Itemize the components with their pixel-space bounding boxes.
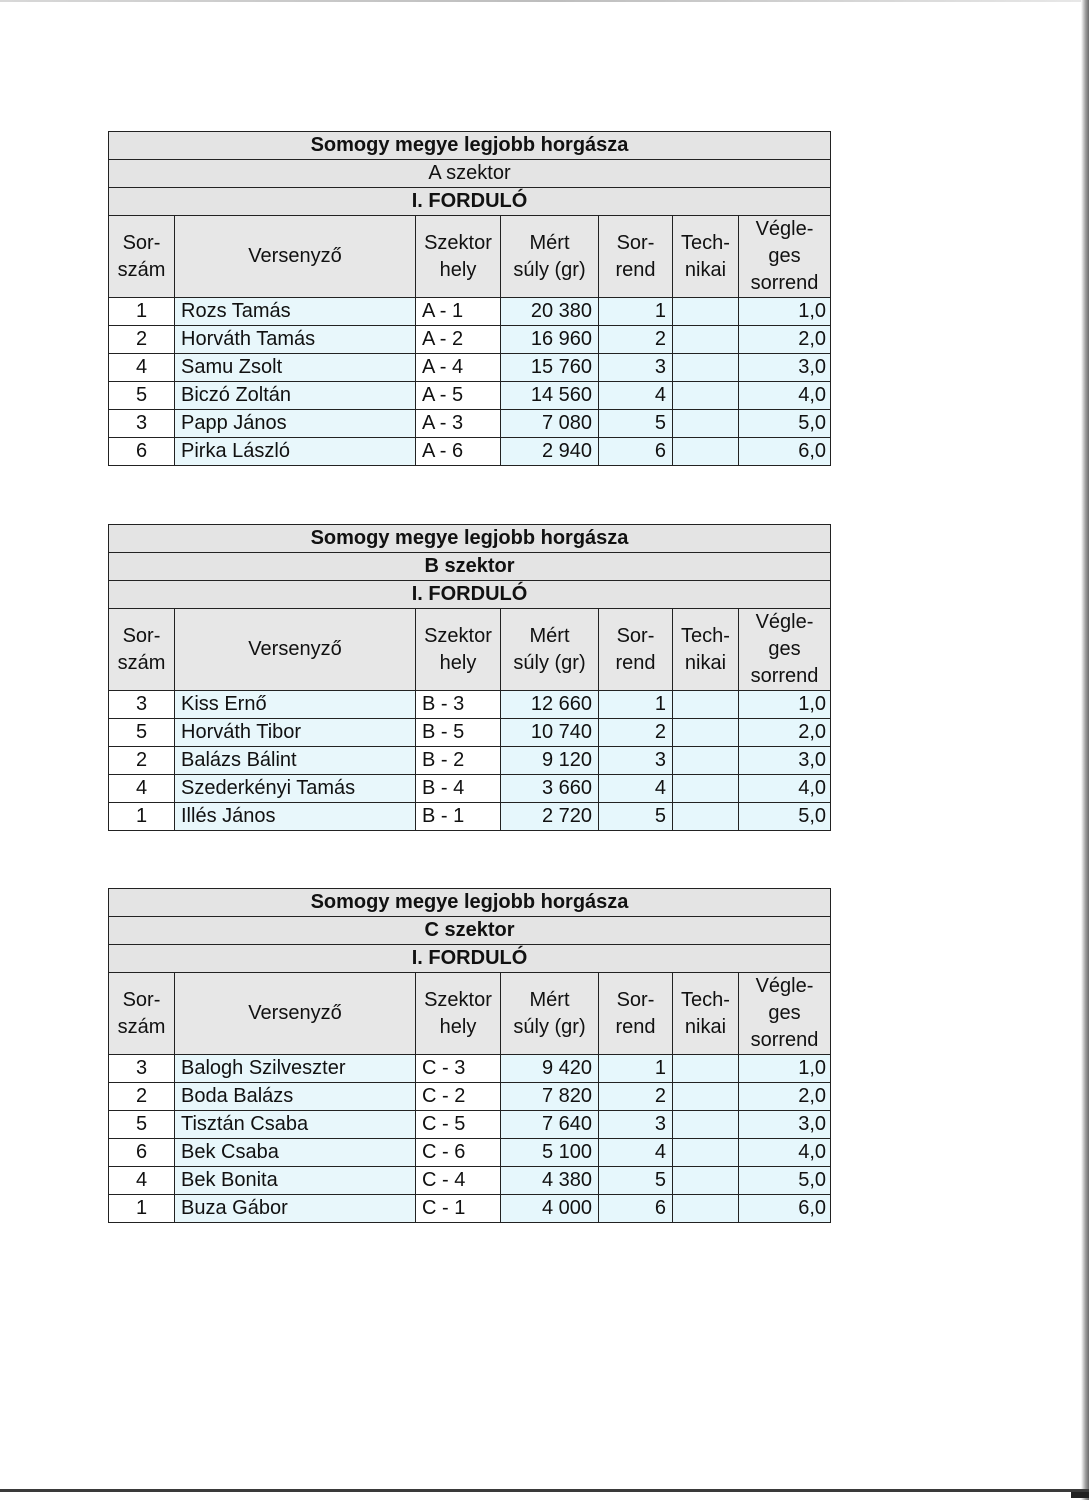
cell-versenyzo: Pirka László	[175, 438, 416, 466]
cell-versenyzo: Tisztán Csaba	[175, 1111, 416, 1139]
cell-szektor-hely: C - 6	[416, 1139, 501, 1167]
cell-mert-suly: 5 100	[501, 1139, 599, 1167]
header-sorrend-line: rend	[615, 651, 656, 674]
header-technikai-line: nikai	[684, 258, 727, 281]
cell-technikai	[673, 1167, 739, 1195]
cell-sorrend: 5	[599, 1167, 673, 1195]
cell-sorszam: 3	[109, 410, 175, 438]
cell-sorszam: 1	[109, 1195, 175, 1223]
cell-sorszam: 5	[109, 719, 175, 747]
cell-technikai	[673, 354, 739, 382]
cell-versenyzo: Kiss Ernő	[175, 691, 416, 719]
cell-szektor-hely: B - 4	[416, 775, 501, 803]
cell-sorszam: 6	[109, 1139, 175, 1167]
table-row	[109, 382, 831, 410]
cell-sorszam: 1	[109, 298, 175, 326]
header-technikai-line: nikai	[684, 651, 727, 674]
header-sorrend	[599, 973, 673, 1055]
cell-vegleges-sorrend: 2,0	[739, 326, 831, 354]
column-header-row	[109, 973, 831, 1055]
cell-sorrend: 1	[599, 691, 673, 719]
cell-vegleges-sorrend: 3,0	[739, 354, 831, 382]
header-vegleges-sorrend	[739, 973, 831, 1055]
header-mert-suly	[501, 609, 599, 691]
round-label	[109, 581, 831, 609]
cell-versenyzo: Bek Bonita	[175, 1167, 416, 1195]
header-technikai	[673, 973, 739, 1055]
cell-mert-suly: 12 660	[501, 691, 599, 719]
cell-szektor-hely: C - 4	[416, 1167, 501, 1195]
header-mert-suly	[501, 216, 599, 298]
cell-szektor-hely: C - 3	[416, 1055, 501, 1083]
cell-szektor-hely: A - 3	[416, 410, 501, 438]
header-sorrend	[599, 216, 673, 298]
header-vegleges-sorrend	[739, 609, 831, 691]
header-sorszam-line: Sor-	[122, 988, 161, 1011]
cell-vegleges-sorrend: 1,0	[739, 298, 831, 326]
cell-vegleges-sorrend: 1,0	[739, 691, 831, 719]
table-row	[109, 719, 831, 747]
column-header-row	[109, 216, 831, 298]
column-header-row	[109, 609, 831, 691]
scan-right-edge	[1081, 0, 1089, 1500]
sector-b-table	[108, 524, 831, 831]
cell-sorszam: 6	[109, 438, 175, 466]
cell-sorszam: 5	[109, 1111, 175, 1139]
cell-mert-suly: 7 820	[501, 1083, 599, 1111]
cell-sorrend: 2	[599, 1083, 673, 1111]
cell-technikai	[673, 1195, 739, 1223]
header-versenyzo-line: Versenyző	[248, 1002, 342, 1024]
table-row	[109, 410, 831, 438]
header-szektor-hely-line: Szektor	[424, 988, 492, 1011]
header-szektor-hely	[416, 609, 501, 691]
table-title	[109, 889, 831, 917]
cell-vegleges-sorrend: 1,0	[739, 1055, 831, 1083]
cell-mert-suly: 4 380	[501, 1167, 599, 1195]
table-row	[109, 1139, 831, 1167]
cell-technikai	[673, 747, 739, 775]
header-versenyzo	[175, 973, 416, 1055]
cell-mert-suly: 9 420	[501, 1055, 599, 1083]
cell-versenyzo: Balogh Szilveszter	[175, 1055, 416, 1083]
header-vegleges-sorrend-line: sorrend	[750, 665, 819, 687]
header-mert-suly-line: súly (gr)	[513, 651, 586, 674]
cell-technikai	[673, 1111, 739, 1139]
scan-corner-mark	[1071, 1492, 1089, 1498]
table-row	[109, 298, 831, 326]
cell-versenyzo: Buza Gábor	[175, 1195, 416, 1223]
table-row	[109, 803, 831, 831]
cell-versenyzo: Boda Balázs	[175, 1083, 416, 1111]
header-technikai-line: Tech-	[681, 988, 730, 1011]
header-technikai-line: Tech-	[681, 624, 730, 647]
cell-sorrend: 2	[599, 326, 673, 354]
header-mert-suly-line: Mért	[529, 988, 570, 1011]
cell-sorszam: 3	[109, 1055, 175, 1083]
cell-sorszam: 3	[109, 691, 175, 719]
table-title-text: Somogy megye legjobb horgásza	[109, 132, 831, 160]
header-sorrend-line: Sor-	[616, 231, 655, 254]
cell-szektor-hely: A - 1	[416, 298, 501, 326]
header-sorszam-line: Sor-	[122, 231, 161, 254]
header-technikai-line: Tech-	[681, 231, 730, 254]
header-vegleges-sorrend-line: Végle-	[755, 975, 814, 997]
header-szektor-hely-line: hely	[439, 258, 477, 281]
table-row	[109, 691, 831, 719]
header-vegleges-sorrend-line: ges	[768, 638, 801, 660]
header-szektor-hely-line: hely	[439, 1015, 477, 1038]
cell-sorrend: 4	[599, 1139, 673, 1167]
cell-versenyzo: Rozs Tamás	[175, 298, 416, 326]
cell-szektor-hely: A - 5	[416, 382, 501, 410]
cell-sorrend: 3	[599, 354, 673, 382]
cell-versenyzo: Illés János	[175, 803, 416, 831]
cell-sorrend: 3	[599, 1111, 673, 1139]
table-row	[109, 1055, 831, 1083]
cell-technikai	[673, 719, 739, 747]
sector-c-table	[108, 888, 831, 1223]
cell-technikai	[673, 438, 739, 466]
table-row	[109, 775, 831, 803]
sector-a-table	[108, 131, 831, 466]
header-szektor-hely-line: hely	[439, 651, 477, 674]
table-row	[109, 326, 831, 354]
cell-sorrend: 4	[599, 775, 673, 803]
header-szektor-hely	[416, 973, 501, 1055]
header-versenyzo-line: Versenyző	[248, 245, 342, 267]
cell-mert-suly: 4 000	[501, 1195, 599, 1223]
cell-sorszam: 1	[109, 803, 175, 831]
cell-szektor-hely: C - 2	[416, 1083, 501, 1111]
cell-vegleges-sorrend: 4,0	[739, 382, 831, 410]
header-szektor-hely-line: Szektor	[424, 624, 492, 647]
cell-versenyzo: Biczó Zoltán	[175, 382, 416, 410]
cell-sorszam: 5	[109, 382, 175, 410]
header-sorszam-line: szám	[117, 258, 166, 281]
scan-bottom-edge	[0, 1489, 1089, 1492]
header-vegleges-sorrend-line: Végle-	[755, 611, 814, 633]
cell-szektor-hely: B - 2	[416, 747, 501, 775]
cell-vegleges-sorrend: 6,0	[739, 438, 831, 466]
header-versenyzo	[175, 609, 416, 691]
cell-versenyzo: Balázs Bálint	[175, 747, 416, 775]
table-row	[109, 1111, 831, 1139]
cell-mert-suly: 15 760	[501, 354, 599, 382]
cell-szektor-hely: C - 1	[416, 1195, 501, 1223]
header-vegleges-sorrend-line: sorrend	[750, 1029, 819, 1051]
cell-sorrend: 2	[599, 719, 673, 747]
table-row	[109, 1195, 831, 1223]
cell-versenyzo: Szederkényi Tamás	[175, 775, 416, 803]
table-title-text: Somogy megye legjobb horgásza	[109, 525, 831, 553]
header-versenyzo	[175, 216, 416, 298]
header-mert-suly-line: súly (gr)	[513, 258, 586, 281]
header-technikai-line: nikai	[684, 1015, 727, 1038]
header-mert-suly-line: Mért	[529, 231, 570, 254]
cell-sorszam: 2	[109, 1083, 175, 1111]
cell-mert-suly: 2 720	[501, 803, 599, 831]
cell-technikai	[673, 1139, 739, 1167]
header-vegleges-sorrend-line: ges	[768, 245, 801, 267]
header-vegleges-sorrend	[739, 216, 831, 298]
cell-versenyzo: Samu Zsolt	[175, 354, 416, 382]
header-sorszam	[109, 216, 175, 298]
cell-sorrend: 6	[599, 438, 673, 466]
cell-mert-suly: 7 640	[501, 1111, 599, 1139]
header-sorszam-line: szám	[117, 651, 166, 674]
header-sorszam	[109, 973, 175, 1055]
table-row	[109, 438, 831, 466]
cell-technikai	[673, 803, 739, 831]
round-label-text: I. FORDULÓ	[109, 945, 831, 973]
table-row	[109, 747, 831, 775]
header-mert-suly-line: Mért	[529, 624, 570, 647]
cell-versenyzo: Horváth Tamás	[175, 326, 416, 354]
table-row	[109, 1167, 831, 1195]
header-sorszam-line: Sor-	[122, 624, 161, 647]
header-sorrend-line: rend	[615, 1015, 656, 1038]
cell-mert-suly: 14 560	[501, 382, 599, 410]
header-szektor-hely-line: Szektor	[424, 231, 492, 254]
header-vegleges-sorrend-line: ges	[768, 1002, 801, 1024]
sector-name-text: C szektor	[109, 917, 831, 945]
header-szektor-hely	[416, 216, 501, 298]
cell-vegleges-sorrend: 4,0	[739, 1139, 831, 1167]
cell-szektor-hely: C - 5	[416, 1111, 501, 1139]
cell-sorszam: 4	[109, 354, 175, 382]
cell-technikai	[673, 298, 739, 326]
cell-mert-suly: 20 380	[501, 298, 599, 326]
cell-mert-suly: 9 120	[501, 747, 599, 775]
header-sorrend-line: rend	[615, 258, 656, 281]
cell-mert-suly: 3 660	[501, 775, 599, 803]
cell-szektor-hely: B - 5	[416, 719, 501, 747]
cell-versenyzo: Horváth Tibor	[175, 719, 416, 747]
table-title	[109, 525, 831, 553]
cell-mert-suly: 10 740	[501, 719, 599, 747]
cell-szektor-hely: A - 4	[416, 354, 501, 382]
round-label-text: I. FORDULÓ	[109, 188, 831, 216]
cell-mert-suly: 2 940	[501, 438, 599, 466]
cell-sorszam: 2	[109, 326, 175, 354]
header-versenyzo-line: Versenyző	[248, 638, 342, 660]
scan-top-edge	[0, 0, 1089, 2]
cell-vegleges-sorrend: 5,0	[739, 1167, 831, 1195]
table-title-text: Somogy megye legjobb horgásza	[109, 889, 831, 917]
round-label	[109, 945, 831, 973]
header-sorszam	[109, 609, 175, 691]
cell-szektor-hely: B - 1	[416, 803, 501, 831]
cell-vegleges-sorrend: 2,0	[739, 719, 831, 747]
cell-versenyzo: Papp János	[175, 410, 416, 438]
cell-sorrend: 6	[599, 1195, 673, 1223]
cell-sorrend: 1	[599, 298, 673, 326]
cell-technikai	[673, 410, 739, 438]
table-title	[109, 132, 831, 160]
cell-technikai	[673, 1055, 739, 1083]
cell-vegleges-sorrend: 5,0	[739, 803, 831, 831]
header-vegleges-sorrend-line: sorrend	[750, 272, 819, 294]
sector-name-text: B szektor	[109, 553, 831, 581]
header-mert-suly	[501, 973, 599, 1055]
round-label-text: I. FORDULÓ	[109, 581, 831, 609]
cell-versenyzo: Bek Csaba	[175, 1139, 416, 1167]
cell-sorszam: 4	[109, 1167, 175, 1195]
header-sorszam-line: szám	[117, 1015, 166, 1038]
header-technikai	[673, 216, 739, 298]
cell-vegleges-sorrend: 2,0	[739, 1083, 831, 1111]
header-sorrend	[599, 609, 673, 691]
cell-technikai	[673, 691, 739, 719]
header-technikai	[673, 609, 739, 691]
header-vegleges-sorrend-line: Végle-	[755, 218, 814, 240]
header-mert-suly-line: súly (gr)	[513, 1015, 586, 1038]
cell-vegleges-sorrend: 4,0	[739, 775, 831, 803]
cell-sorrend: 5	[599, 410, 673, 438]
cell-vegleges-sorrend: 6,0	[739, 1195, 831, 1223]
sector-name-text: A szektor	[109, 160, 831, 188]
cell-technikai	[673, 1083, 739, 1111]
cell-sorrend: 1	[599, 1055, 673, 1083]
cell-technikai	[673, 775, 739, 803]
cell-technikai	[673, 382, 739, 410]
cell-sorszam: 2	[109, 747, 175, 775]
cell-szektor-hely: A - 6	[416, 438, 501, 466]
cell-vegleges-sorrend: 3,0	[739, 747, 831, 775]
cell-vegleges-sorrend: 3,0	[739, 1111, 831, 1139]
cell-sorrend: 4	[599, 382, 673, 410]
sector-name	[109, 917, 831, 945]
cell-szektor-hely: B - 3	[416, 691, 501, 719]
cell-mert-suly: 16 960	[501, 326, 599, 354]
table-row	[109, 354, 831, 382]
header-sorrend-line: Sor-	[616, 624, 655, 647]
sector-name	[109, 160, 831, 188]
cell-technikai	[673, 326, 739, 354]
cell-mert-suly: 7 080	[501, 410, 599, 438]
table-row	[109, 1083, 831, 1111]
cell-szektor-hely: A - 2	[416, 326, 501, 354]
header-sorrend-line: Sor-	[616, 988, 655, 1011]
cell-sorrend: 3	[599, 747, 673, 775]
cell-vegleges-sorrend: 5,0	[739, 410, 831, 438]
round-label	[109, 188, 831, 216]
cell-sorszam: 4	[109, 775, 175, 803]
cell-sorrend: 5	[599, 803, 673, 831]
sector-name	[109, 553, 831, 581]
